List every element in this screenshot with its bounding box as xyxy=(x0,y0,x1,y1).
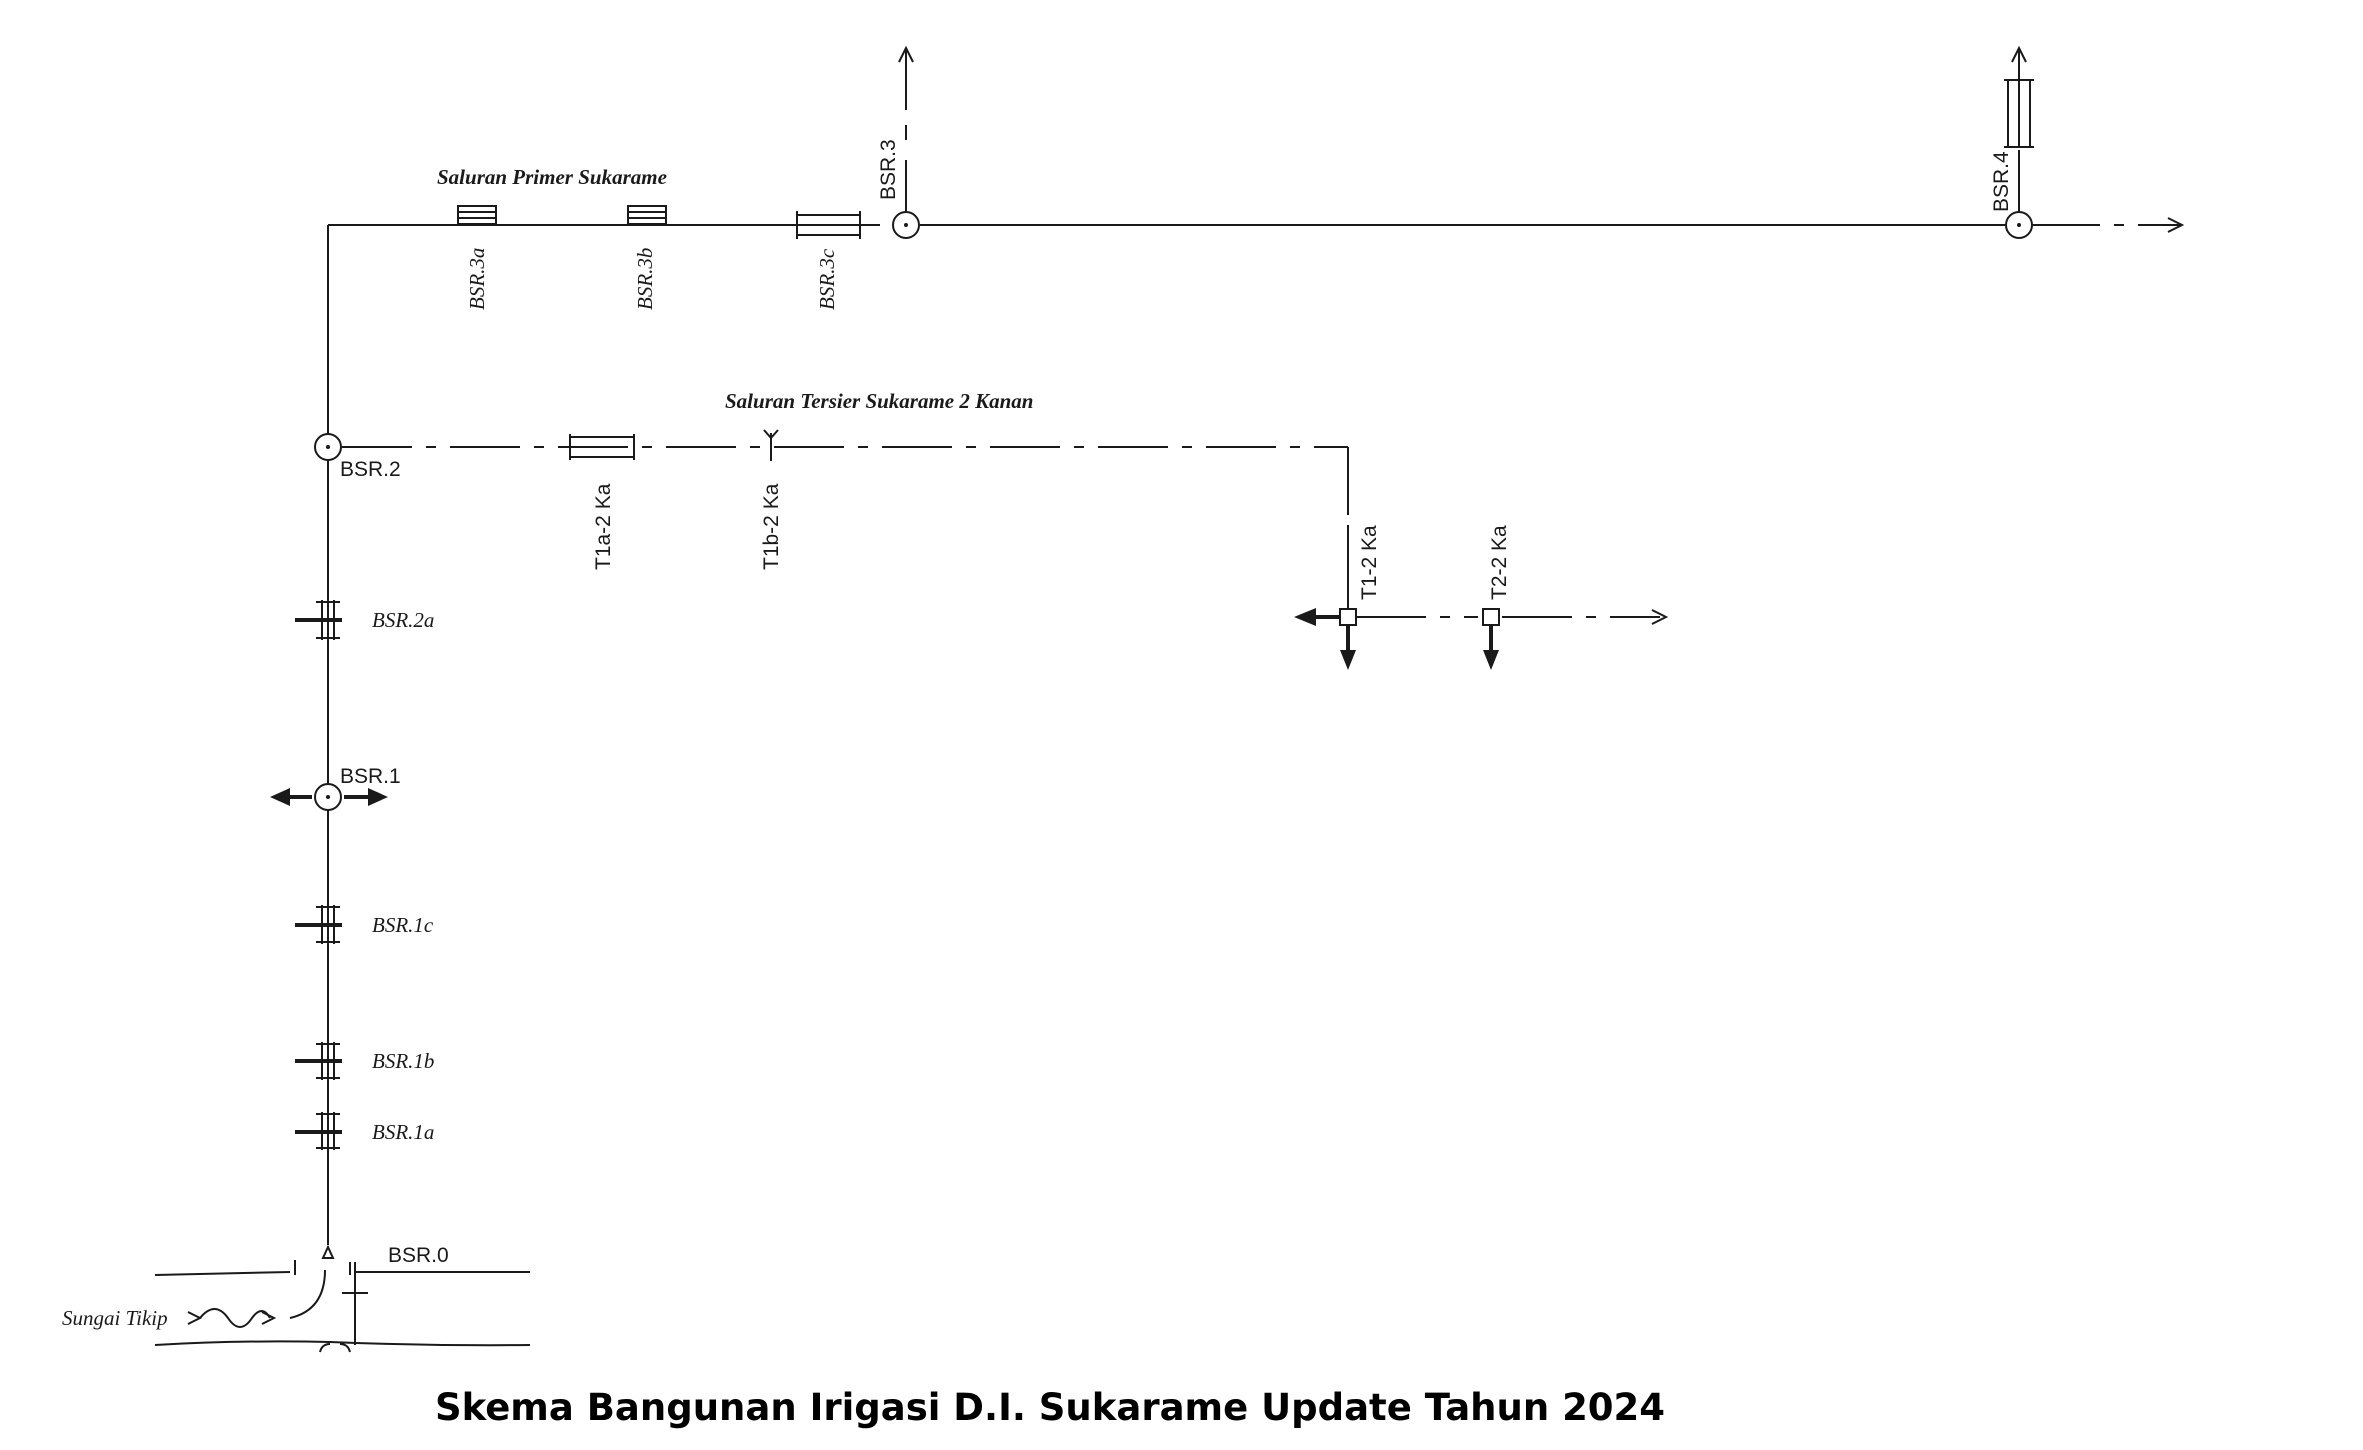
bsr0-label: BSR.0 xyxy=(388,1244,449,1267)
structure-t1b2ka-icon xyxy=(764,430,778,461)
bsr1-label: BSR.1 xyxy=(340,765,401,788)
node-bsr2 xyxy=(315,434,341,460)
t1b2ka-label: T1b-2 Ka xyxy=(760,483,783,570)
bsr3b-label: BSR.3b xyxy=(633,247,657,310)
bsr1b-label: BSR.1b xyxy=(372,1049,435,1073)
structure-bsr1c-icon xyxy=(295,905,342,944)
structure-bsr1b-icon xyxy=(295,1042,342,1080)
structure-bsr3b-icon xyxy=(628,206,666,224)
primary-channel-label: Saluran Primer Sukarame xyxy=(437,165,667,189)
tertiary-channel-label: Saluran Tersier Sukarame 2 Kanan xyxy=(725,389,1034,413)
diagram-title: Skema Bangunan Irigasi D.I. Sukarame Update Tahun 2024 xyxy=(434,1386,1666,1429)
quaternary-channel-left-arrow xyxy=(1294,608,1316,626)
t1a2ka-label: T1a-2 Ka xyxy=(592,483,615,570)
bsr3c-label: BSR.3c xyxy=(815,248,839,310)
structure-bsr3a-icon xyxy=(458,206,496,224)
bsr1c-label: BSR.1c xyxy=(372,913,434,937)
structure-bsr2a-icon xyxy=(295,600,342,640)
bsr2a-label: BSR.2a xyxy=(372,608,435,632)
box-t12ka xyxy=(1340,540,1356,670)
bsr3-label: BSR.3 xyxy=(877,139,900,200)
bsr2-label: BSR.2 xyxy=(340,458,401,481)
box-t22ka xyxy=(1483,609,1499,670)
river-label: Sungai Tikip xyxy=(62,1306,168,1330)
intake-bsr0 xyxy=(155,1247,530,1352)
t22ka-label: T2-2 Ka xyxy=(1488,525,1511,600)
structure-bsr1a-icon xyxy=(295,1112,342,1150)
river-flow-icon xyxy=(188,1309,274,1327)
bsr1a-label: BSR.1a xyxy=(372,1120,435,1144)
t12ka-label: T1-2 Ka xyxy=(1358,525,1381,600)
bsr4-label: BSR.4 xyxy=(1990,151,2013,212)
bsr3a-label: BSR.3a xyxy=(465,247,489,310)
